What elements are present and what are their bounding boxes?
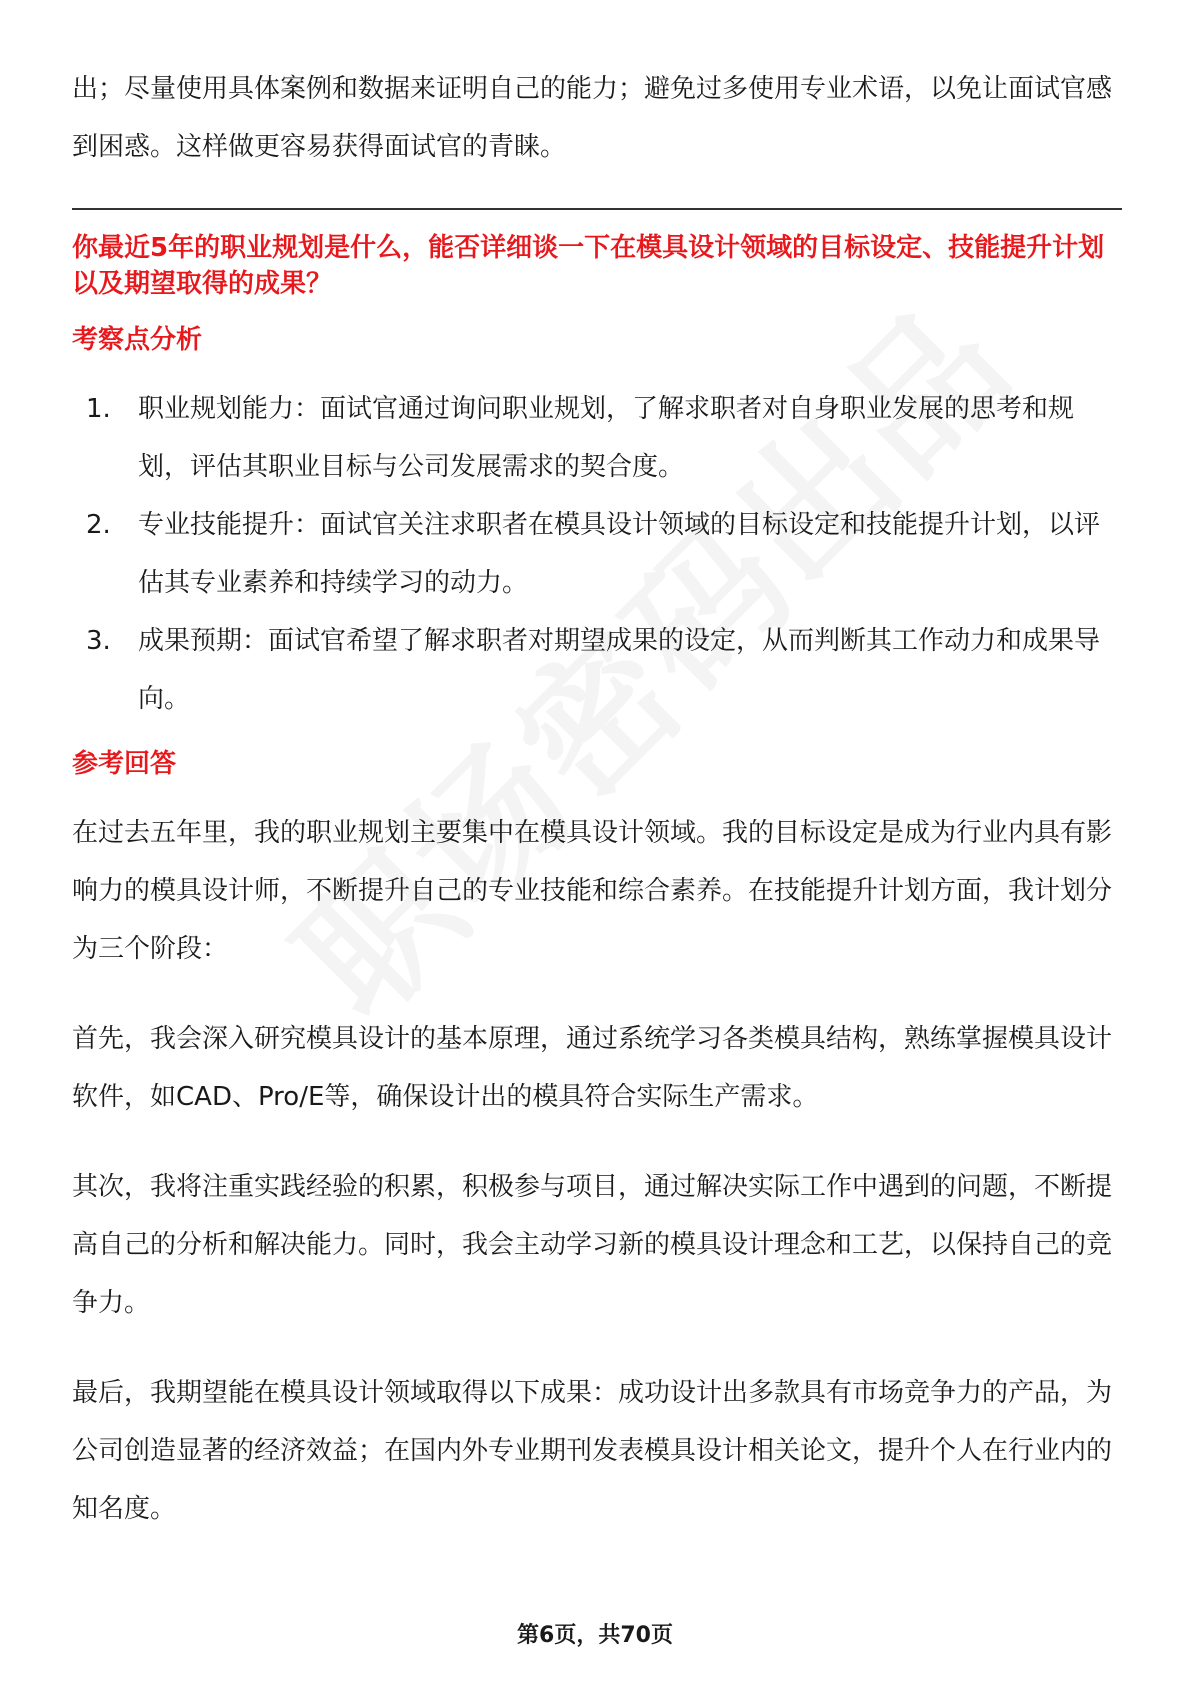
- list-item: [72, 496, 1122, 612]
- page-number-footer: 第6页，共70页: [517, 1623, 673, 1648]
- answer-paragraph: 在过去五年里，我的职业规划主要集中在模具设计领域。我的目标设定是成为行业内具有影响力的模具设计师，不断提升自己的专业技能和综合素养。在技能提升计划方面，我计划分为三个阶段：: [72, 818, 1113, 964]
- list-item: [72, 612, 1122, 728]
- section-divider: [72, 208, 1122, 210]
- list-item-number: 1.: [86, 394, 111, 424]
- answer-paragraph: 最后，我期望能在模具设计领域取得以下成果：成功设计出多款具有市场竞争力的产品，为公司创造显著的经济效益；在国内外专业期刊发表模具设计相关论文，提升个人在行业内的知名度。: [72, 1378, 1113, 1524]
- list-item-text: 职业规划能力：面试官通过询问职业规划，了解求职者对自身职业发展的思考和规划，评估其职业目标与公司发展需求的契合度。: [138, 394, 1075, 482]
- analysis-title: 考察点分析: [72, 325, 203, 355]
- list-item-number: 2.: [86, 510, 111, 540]
- list-item: [72, 380, 1122, 496]
- list-item-text: 成果预期：面试官希望了解求职者对期望成果的设定，从而判断其工作动力和成果导向。: [138, 626, 1101, 714]
- list-item-number: 3.: [86, 626, 111, 656]
- page-content: [72, 60, 1122, 1570]
- answer-paragraph: 首先，我会深入研究模具设计的基本原理，通过系统学习各类模具结构，熟练掌握模具设计软件，如CAD、Pro/E等，确保设计出的模具符合实际生产需求。: [72, 1024, 1113, 1112]
- analysis-list: [72, 380, 1122, 728]
- answer-title: 参考回答: [72, 749, 177, 779]
- intro-continuation: 出；尽量使用具体案例和数据来证明自己的能力；避免过多使用专业术语，以免让面试官感到困惑。这样做更容易获得面试官的青睐。: [72, 74, 1113, 162]
- question-heading: 你最近5年的职业规划是什么，能否详细谈一下在模具设计领域的目标设定、技能提升计划以及期望取得的成果？: [72, 233, 1105, 299]
- answer-paragraph: 其次，我将注重实践经验的积累，积极参与项目，通过解决实际工作中遇到的问题，不断提高自己的分析和解决能力。同时，我会主动学习新的模具设计理念和工艺，以保持自己的竞争力。: [72, 1172, 1113, 1318]
- list-item-text: 专业技能提升：面试官关注求职者在模具设计领域的目标设定和技能提升计划，以评估其专业素养和持续学习的动力。: [138, 510, 1101, 598]
